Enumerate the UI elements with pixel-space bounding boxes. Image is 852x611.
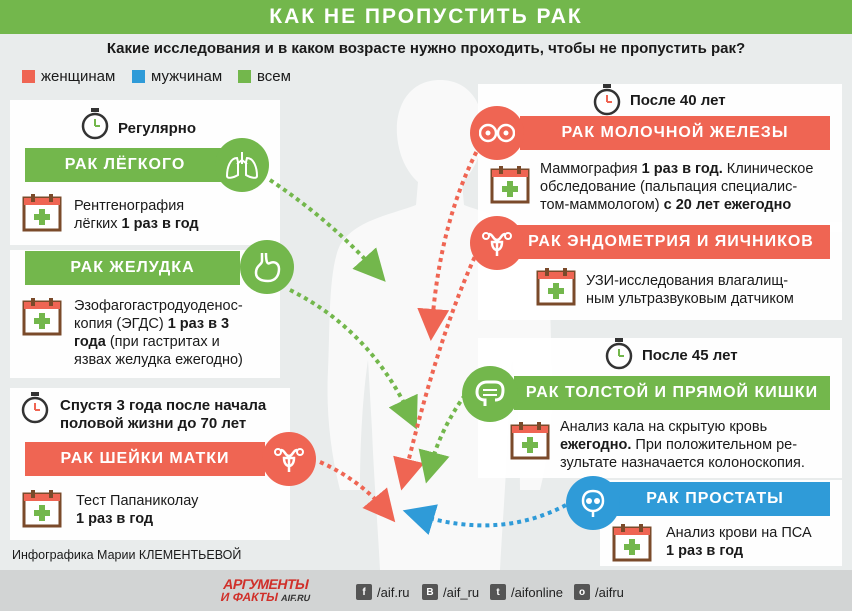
vk-icon: В — [422, 584, 438, 600]
stomach-text: Эзофагогастродуоденос- копия (ЭГДС) 1 раз в 3 года (при гастритах и язвах желудка ежегодно) — [74, 298, 243, 368]
twitter-icon: t — [490, 584, 506, 600]
cervix-age-label: Спустя 3 года после начала половой жизни до 70 лет — [60, 397, 267, 432]
legend-men: мужчинам — [132, 68, 222, 85]
social-odnoklassniki[interactable]: о /aifru — [574, 584, 624, 600]
arrow-breast — [432, 145, 480, 325]
prostate-text: Анализ крови на ПСА 1 раз в год — [666, 525, 812, 559]
lung-text: Рентгенография лёгких 1 раз в год — [74, 198, 199, 232]
facebook-icon: f — [356, 584, 372, 600]
banner-stomach: РАК ЖЕЛУДКА — [25, 251, 240, 285]
page-title: КАК НЕ ПРОПУСТИТЬ РАК — [269, 5, 583, 28]
arrow-colon — [430, 395, 465, 468]
breast-text: Маммография 1 раз в год. Клиническое обследование (пальпация специалис- том-маммологом) с 20 лет ежегодно — [540, 161, 814, 213]
arrow-prostate — [418, 505, 566, 525]
arrow-stomach — [290, 290, 410, 415]
regular-label: Регулярно — [118, 120, 197, 137]
social-vk[interactable]: В /aif_ru — [422, 584, 479, 600]
endometrium-text: УЗИ-исследования влагалищ- ным ультразвуковым датчиком — [586, 273, 794, 307]
banner-lung: РАК ЛЁГКОГО — [25, 148, 225, 182]
social-facebook[interactable]: f /aif.ru — [356, 584, 410, 600]
arrow-lung — [270, 180, 375, 270]
age40-label: После 40 лет — [630, 92, 726, 109]
social-twitter[interactable]: t /aifonline — [490, 584, 563, 600]
banner-cervix: РАК ШЕЙКИ МАТКИ — [25, 442, 265, 476]
colon-text: Анализ кала на скрытую кровь ежегодно. При положительном ре- зультате назначается колоноскопия. — [560, 419, 805, 471]
banner-prostate: РАК ПРОСТАТЫ — [600, 482, 830, 516]
credit-text: Инфографика Марии КЛЕМЕНТЬЕВОЙ — [12, 548, 242, 562]
arrow-cervix — [320, 462, 385, 510]
age45-label: После 45 лет — [642, 347, 738, 364]
cervix-text: Тест Папаниколау 1 раз в год — [76, 493, 199, 527]
banner-endometrium: РАК ЭНДОМЕТРИЯ И ЯИЧНИКОВ — [512, 225, 830, 259]
legend-all: всем — [238, 68, 291, 85]
arrow-endometrium — [405, 250, 478, 475]
legend-women: женщинам — [22, 68, 115, 85]
odnoklassniki-icon: о — [574, 584, 590, 600]
banner-breast: РАК МОЛОЧНОЙ ЖЕЛЕЗЫ — [520, 116, 830, 150]
subtitle: Какие исследования и в каком возрасте нужно проходить, чтобы не пропустить рак? — [106, 40, 746, 57]
banner-colon: РАК ТОЛСТОЙ И ПРЯМОЙ КИШКИ — [514, 376, 830, 410]
aif-logo[interactable]: АРГУМЕНТЫ И ФАКТЫ AIF.RU — [219, 576, 312, 604]
